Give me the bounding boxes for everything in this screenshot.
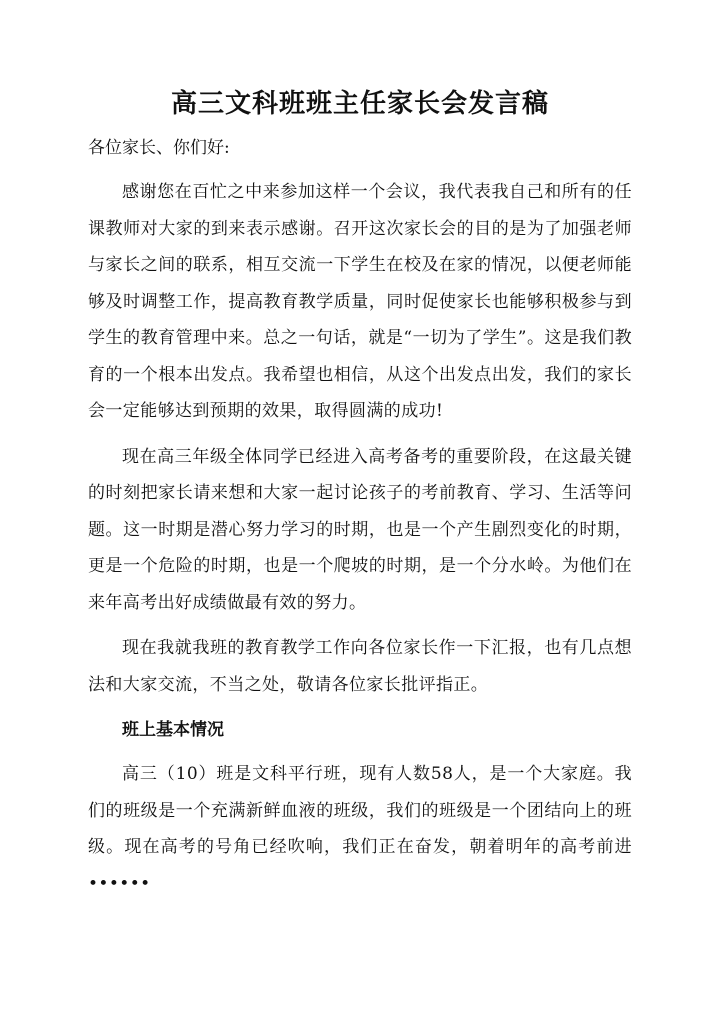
section-heading: 班上基本情况 [122,720,224,740]
paragraph-report: 现在我就我班的教育教学工作向各位家长作一下汇报，也有几点想法和大家交流，不当之处，敬请各位家长批评指正。 [88,638,632,695]
paragraph-exam-stage: 现在高三年级全体同学已经进入高考备考的重要阶段，在这最关键的时刻把家长请来想和大家一起讨论孩子的考前教育、学习、生活等问题。这一时期是潜心努力学习的时期，也是一个产生剧烈变化的时期，更是一个危险的时期，也是一个爬坡的时期，是一个分水岭。为他们在来年高考出好成绩做最有效的努力。 [88,446,632,613]
paragraph-thanks: 感谢您在百忙之中来参加这样一个会议，我代表我自己和所有的任课教师对大家的到来表示感谢。召开这次家长会的目的是为了加强老师与家长之间的联系，相互交流一下学生在校及在家的情况，以便老师能够及时调整工作，提高教育教学质量，同时促使家长也能够积极参与到学生的教育管理中来。总之一句话，就是“一切为了学生”。这是我们教育的一个根本出发点。我希望也相信，从这个出发点出发，我们的家长会一定能够达到预期的效果，取得圆满的成功! [88,182,632,421]
greeting-line: 各位家长、你们好: [88,138,230,158]
document-title: 高三文科班班主任家长会发言稿 [170,89,549,119]
paragraph-class-info: 高三（10）班是文科平行班，现有人数58人，是一个大家庭。我们的班级是一个充满新鲜血液的班级，我们的班级是一个团结向上的班级。现在高考的号角已经吹响，我们正在奋发，朝着明年的高考前进•••••• [88,764,632,894]
